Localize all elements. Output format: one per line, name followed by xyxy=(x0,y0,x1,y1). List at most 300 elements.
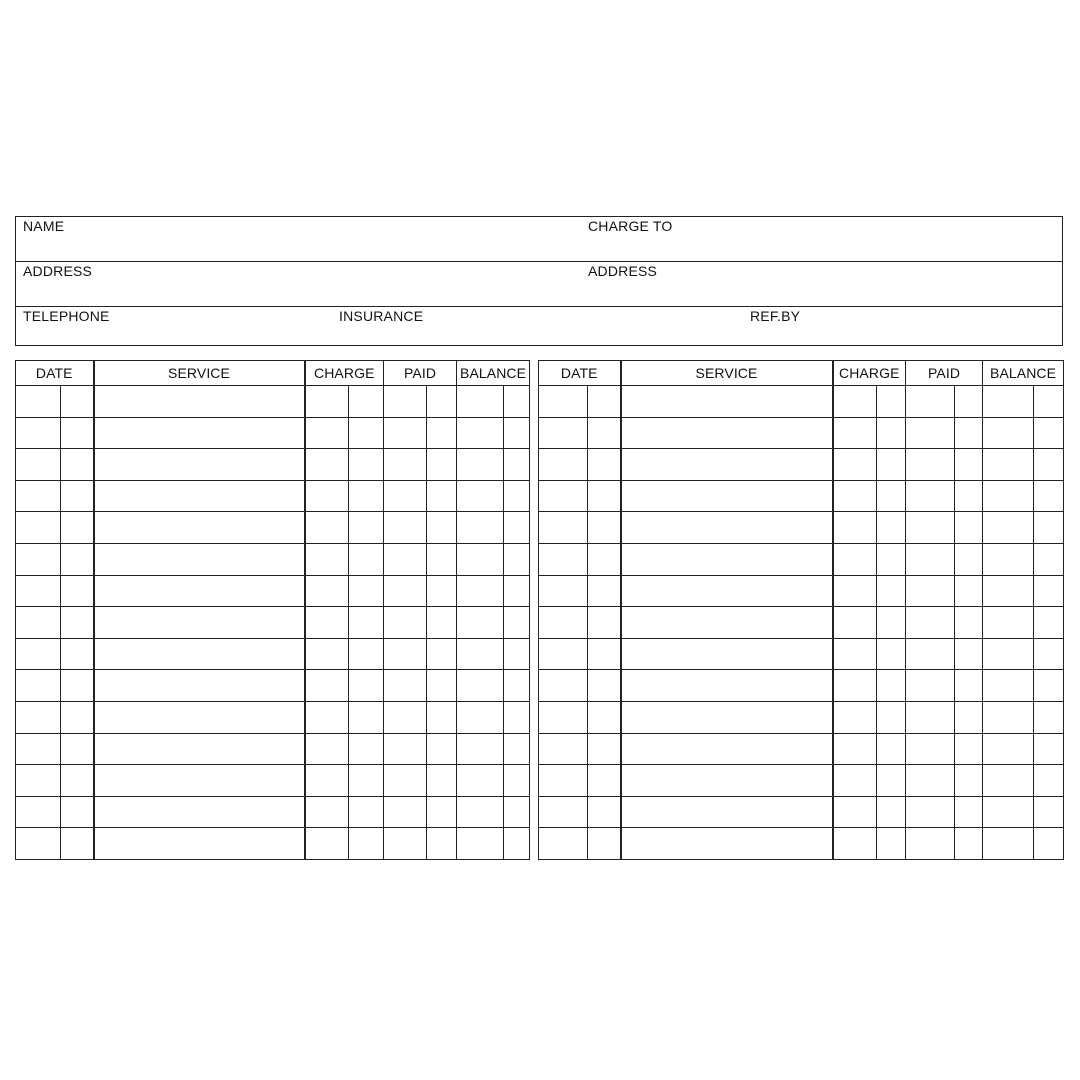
date-month-cell[interactable] xyxy=(539,480,588,512)
balance-cents-cell[interactable] xyxy=(1034,449,1064,481)
balance-dollars-cell[interactable] xyxy=(983,638,1034,670)
balance-cents-cell[interactable] xyxy=(504,607,530,639)
charge-cents-cell[interactable] xyxy=(349,449,384,481)
charge-cents-cell[interactable] xyxy=(349,638,384,670)
charge-dollars-cell[interactable] xyxy=(305,607,349,639)
charge-cents-cell[interactable] xyxy=(349,765,384,797)
balance-dollars-cell[interactable] xyxy=(457,607,504,639)
date-month-cell[interactable] xyxy=(539,417,588,449)
balance-dollars-cell[interactable] xyxy=(983,543,1034,575)
charge-dollars-cell[interactable] xyxy=(833,417,877,449)
balance-dollars-cell[interactable] xyxy=(457,638,504,670)
balance-cents-cell[interactable] xyxy=(1034,796,1064,828)
charge-cents-cell[interactable] xyxy=(349,607,384,639)
paid-dollars-cell[interactable] xyxy=(906,828,955,860)
date-day-cell[interactable] xyxy=(588,638,621,670)
service-cell[interactable] xyxy=(94,733,305,765)
charge-dollars-cell[interactable] xyxy=(833,638,877,670)
balance-cents-cell[interactable] xyxy=(1034,670,1064,702)
paid-cents-cell[interactable] xyxy=(427,575,457,607)
date-day-cell[interactable] xyxy=(588,417,621,449)
date-month-cell[interactable] xyxy=(539,449,588,481)
date-month-cell[interactable] xyxy=(16,417,61,449)
paid-column-header: PAID xyxy=(906,361,983,386)
balance-dollars-cell[interactable] xyxy=(457,828,504,860)
date-month-cell[interactable] xyxy=(16,575,61,607)
service-column-header: SERVICE xyxy=(621,361,833,386)
contact-row xyxy=(16,307,1062,345)
balance-column-header: BALANCE xyxy=(983,361,1064,386)
paid-dollars-cell[interactable] xyxy=(906,575,955,607)
paid-dollars-cell[interactable] xyxy=(384,670,427,702)
paid-cents-cell[interactable] xyxy=(427,638,457,670)
paid-cents-cell[interactable] xyxy=(427,512,457,544)
date-day-cell[interactable] xyxy=(588,701,621,733)
date-month-cell[interactable] xyxy=(539,796,588,828)
charge-dollars-cell[interactable] xyxy=(833,828,877,860)
charge-dollars-cell[interactable] xyxy=(305,575,349,607)
charge-cents-cell[interactable] xyxy=(349,543,384,575)
paid-dollars-cell[interactable] xyxy=(384,543,427,575)
ref-by-label: REF.BY xyxy=(750,308,801,324)
balance-dollars-cell[interactable] xyxy=(983,417,1034,449)
charge-dollars-cell[interactable] xyxy=(305,733,349,765)
date-day-cell[interactable] xyxy=(61,512,94,544)
telephone-label: TELEPHONE xyxy=(23,308,110,324)
ledger-body-left xyxy=(16,386,530,860)
balance-cents-cell[interactable] xyxy=(504,701,530,733)
ledger-row xyxy=(539,417,1064,449)
date-day-cell[interactable] xyxy=(588,828,621,860)
date-month-cell[interactable] xyxy=(16,796,61,828)
date-month-cell[interactable] xyxy=(16,480,61,512)
paid-cents-cell[interactable] xyxy=(427,543,457,575)
date-month-cell[interactable] xyxy=(539,733,588,765)
paid-dollars-cell[interactable] xyxy=(906,480,955,512)
balance-dollars-cell[interactable] xyxy=(983,607,1034,639)
paid-cents-cell[interactable] xyxy=(427,796,457,828)
balance-cents-cell[interactable] xyxy=(504,638,530,670)
charge-cents-cell[interactable] xyxy=(877,733,906,765)
date-day-cell[interactable] xyxy=(61,607,94,639)
charge-dollars-cell[interactable] xyxy=(305,796,349,828)
date-day-cell[interactable] xyxy=(61,449,94,481)
paid-dollars-cell[interactable] xyxy=(384,480,427,512)
paid-cents-cell[interactable] xyxy=(955,765,983,797)
date-day-cell[interactable] xyxy=(588,575,621,607)
paid-cents-cell[interactable] xyxy=(955,417,983,449)
date-month-cell[interactable] xyxy=(16,670,61,702)
patient-info-box xyxy=(15,216,1063,346)
date-month-cell[interactable] xyxy=(16,607,61,639)
service-cell[interactable] xyxy=(94,638,305,670)
paid-cents-cell[interactable] xyxy=(427,417,457,449)
paid-cents-cell[interactable] xyxy=(427,480,457,512)
charge-dollars-cell[interactable] xyxy=(833,733,877,765)
service-cell[interactable] xyxy=(621,417,833,449)
date-day-cell[interactable] xyxy=(588,543,621,575)
service-cell[interactable] xyxy=(621,828,833,860)
paid-cents-cell[interactable] xyxy=(427,701,457,733)
charge-cents-cell[interactable] xyxy=(877,575,906,607)
date-day-cell[interactable] xyxy=(588,512,621,544)
charge-dollars-cell[interactable] xyxy=(305,701,349,733)
paid-cents-cell[interactable] xyxy=(427,828,457,860)
paid-cents-cell[interactable] xyxy=(427,733,457,765)
service-cell[interactable] xyxy=(621,638,833,670)
charge-cents-cell[interactable] xyxy=(877,796,906,828)
paid-dollars-cell[interactable] xyxy=(384,386,427,418)
balance-cents-cell[interactable] xyxy=(1034,417,1064,449)
date-day-cell[interactable] xyxy=(61,386,94,418)
charge-cents-cell[interactable] xyxy=(349,480,384,512)
paid-dollars-cell[interactable] xyxy=(384,417,427,449)
charge-dollars-cell[interactable] xyxy=(305,543,349,575)
service-cell[interactable] xyxy=(94,765,305,797)
ledger-row xyxy=(16,512,530,544)
ledger-row xyxy=(16,607,530,639)
balance-cents-cell[interactable] xyxy=(1034,607,1064,639)
balance-dollars-cell[interactable] xyxy=(983,796,1034,828)
service-cell[interactable] xyxy=(621,733,833,765)
service-cell[interactable] xyxy=(94,701,305,733)
date-month-cell[interactable] xyxy=(16,733,61,765)
balance-dollars-cell[interactable] xyxy=(983,701,1034,733)
balance-dollars-cell[interactable] xyxy=(457,543,504,575)
charge-cents-cell[interactable] xyxy=(877,828,906,860)
balance-dollars-cell[interactable] xyxy=(457,733,504,765)
paid-dollars-cell[interactable] xyxy=(384,449,427,481)
date-day-cell[interactable] xyxy=(61,765,94,797)
paid-column-header: PAID xyxy=(384,361,457,386)
paid-cents-cell[interactable] xyxy=(955,701,983,733)
charge-cents-cell[interactable] xyxy=(877,701,906,733)
service-cell[interactable] xyxy=(621,701,833,733)
paid-cents-cell[interactable] xyxy=(427,670,457,702)
service-cell[interactable] xyxy=(94,449,305,481)
balance-cents-cell[interactable] xyxy=(504,512,530,544)
date-day-cell[interactable] xyxy=(61,638,94,670)
paid-dollars-cell[interactable] xyxy=(906,670,955,702)
balance-dollars-cell[interactable] xyxy=(457,670,504,702)
service-cell[interactable] xyxy=(94,796,305,828)
paid-dollars-cell[interactable] xyxy=(906,796,955,828)
charge-dollars-cell[interactable] xyxy=(833,575,877,607)
balance-dollars-cell[interactable] xyxy=(983,386,1034,418)
charge-dollars-cell[interactable] xyxy=(833,796,877,828)
charge-dollars-cell[interactable] xyxy=(833,670,877,702)
balance-cents-cell[interactable] xyxy=(504,796,530,828)
service-cell[interactable] xyxy=(94,480,305,512)
balance-cents-cell[interactable] xyxy=(504,386,530,418)
balance-dollars-cell[interactable] xyxy=(983,575,1034,607)
service-cell[interactable] xyxy=(94,417,305,449)
charge-cents-cell[interactable] xyxy=(877,386,906,418)
date-month-cell[interactable] xyxy=(539,638,588,670)
charge-dollars-cell[interactable] xyxy=(305,828,349,860)
date-day-cell[interactable] xyxy=(61,701,94,733)
balance-dollars-cell[interactable] xyxy=(457,765,504,797)
paid-cents-cell[interactable] xyxy=(955,543,983,575)
paid-cents-cell[interactable] xyxy=(955,512,983,544)
paid-dollars-cell[interactable] xyxy=(906,449,955,481)
charge-cents-cell[interactable] xyxy=(877,512,906,544)
date-month-cell[interactable] xyxy=(539,386,588,418)
ledger-row xyxy=(539,575,1064,607)
balance-dollars-cell[interactable] xyxy=(983,828,1034,860)
date-day-cell[interactable] xyxy=(61,417,94,449)
charge-cents-cell[interactable] xyxy=(877,670,906,702)
paid-cents-cell[interactable] xyxy=(955,670,983,702)
paid-dollars-cell[interactable] xyxy=(384,638,427,670)
balance-cents-cell[interactable] xyxy=(1034,543,1064,575)
date-day-cell[interactable] xyxy=(61,733,94,765)
paid-cents-cell[interactable] xyxy=(955,575,983,607)
date-month-cell[interactable] xyxy=(16,543,61,575)
balance-dollars-cell[interactable] xyxy=(457,575,504,607)
service-cell[interactable] xyxy=(94,386,305,418)
balance-dollars-cell[interactable] xyxy=(457,512,504,544)
balance-dollars-cell[interactable] xyxy=(983,449,1034,481)
balance-cents-cell[interactable] xyxy=(504,449,530,481)
date-day-cell[interactable] xyxy=(61,670,94,702)
paid-dollars-cell[interactable] xyxy=(384,575,427,607)
balance-cents-cell[interactable] xyxy=(504,670,530,702)
charge-cents-cell[interactable] xyxy=(877,638,906,670)
date-day-cell[interactable] xyxy=(61,575,94,607)
balance-cents-cell[interactable] xyxy=(504,480,530,512)
date-month-cell[interactable] xyxy=(16,512,61,544)
date-month-cell[interactable] xyxy=(16,386,61,418)
charge-cents-cell[interactable] xyxy=(349,417,384,449)
date-day-cell[interactable] xyxy=(588,480,621,512)
service-cell[interactable] xyxy=(621,512,833,544)
service-cell[interactable] xyxy=(621,670,833,702)
charge-cents-cell[interactable] xyxy=(349,512,384,544)
charge-dollars-cell[interactable] xyxy=(833,701,877,733)
charge-dollars-cell[interactable] xyxy=(833,386,877,418)
date-day-cell[interactable] xyxy=(61,480,94,512)
charge-cents-cell[interactable] xyxy=(877,417,906,449)
service-cell[interactable] xyxy=(94,575,305,607)
balance-dollars-cell[interactable] xyxy=(457,796,504,828)
balance-dollars-cell[interactable] xyxy=(983,765,1034,797)
balance-cents-cell[interactable] xyxy=(504,417,530,449)
charge-dollars-cell[interactable] xyxy=(305,417,349,449)
service-cell[interactable] xyxy=(94,512,305,544)
balance-cents-cell[interactable] xyxy=(1034,386,1064,418)
charge-cents-cell[interactable] xyxy=(877,480,906,512)
date-day-cell[interactable] xyxy=(588,796,621,828)
service-cell[interactable] xyxy=(621,575,833,607)
paid-cents-cell[interactable] xyxy=(955,638,983,670)
charge-dollars-cell[interactable] xyxy=(305,449,349,481)
date-month-cell[interactable] xyxy=(539,765,588,797)
date-day-cell[interactable] xyxy=(588,733,621,765)
service-cell[interactable] xyxy=(621,543,833,575)
balance-cents-cell[interactable] xyxy=(1034,512,1064,544)
service-cell[interactable] xyxy=(621,796,833,828)
balance-cents-cell[interactable] xyxy=(1034,765,1064,797)
charge-cents-cell[interactable] xyxy=(877,543,906,575)
date-month-cell[interactable] xyxy=(16,765,61,797)
name-label: NAME xyxy=(23,218,65,234)
balance-dollars-cell[interactable] xyxy=(983,733,1034,765)
balance-dollars-cell[interactable] xyxy=(457,386,504,418)
paid-cents-cell[interactable] xyxy=(955,386,983,418)
balance-dollars-cell[interactable] xyxy=(457,449,504,481)
date-month-cell[interactable] xyxy=(16,449,61,481)
charge-cents-cell[interactable] xyxy=(349,701,384,733)
charge-cents-cell[interactable] xyxy=(349,670,384,702)
service-cell[interactable] xyxy=(94,828,305,860)
balance-cents-cell[interactable] xyxy=(1034,733,1064,765)
service-cell[interactable] xyxy=(94,670,305,702)
charge-column-header: CHARGE xyxy=(833,361,906,386)
date-day-cell[interactable] xyxy=(588,670,621,702)
balance-cents-cell[interactable] xyxy=(1034,575,1064,607)
balance-cents-cell[interactable] xyxy=(504,543,530,575)
paid-dollars-cell[interactable] xyxy=(384,765,427,797)
charge-dollars-cell[interactable] xyxy=(833,607,877,639)
paid-cents-cell[interactable] xyxy=(955,607,983,639)
charge-cents-cell[interactable] xyxy=(349,575,384,607)
date-month-cell[interactable] xyxy=(539,828,588,860)
balance-dollars-cell[interactable] xyxy=(457,480,504,512)
paid-dollars-cell[interactable] xyxy=(906,701,955,733)
name-row xyxy=(16,217,1062,262)
charge-cents-cell[interactable] xyxy=(349,796,384,828)
charge-dollars-cell[interactable] xyxy=(305,512,349,544)
balance-cents-cell[interactable] xyxy=(504,828,530,860)
service-cell[interactable] xyxy=(94,607,305,639)
ledger-row xyxy=(539,449,1064,481)
service-column-header: SERVICE xyxy=(94,361,305,386)
paid-dollars-cell[interactable] xyxy=(906,543,955,575)
balance-cents-cell[interactable] xyxy=(504,765,530,797)
paid-dollars-cell[interactable] xyxy=(906,765,955,797)
date-day-cell[interactable] xyxy=(588,449,621,481)
charge-cents-cell[interactable] xyxy=(877,449,906,481)
date-month-cell[interactable] xyxy=(539,607,588,639)
ledger-row xyxy=(539,733,1064,765)
balance-cents-cell[interactable] xyxy=(1034,638,1064,670)
paid-cents-cell[interactable] xyxy=(955,828,983,860)
service-cell[interactable] xyxy=(621,449,833,481)
service-cell[interactable] xyxy=(621,480,833,512)
charge-dollars-cell[interactable] xyxy=(833,512,877,544)
balance-cents-cell[interactable] xyxy=(1034,828,1064,860)
date-day-cell[interactable] xyxy=(61,828,94,860)
paid-dollars-cell[interactable] xyxy=(384,607,427,639)
balance-cents-cell[interactable] xyxy=(504,733,530,765)
date-month-cell[interactable] xyxy=(539,701,588,733)
charge-dollars-cell[interactable] xyxy=(305,638,349,670)
balance-cents-cell[interactable] xyxy=(1034,701,1064,733)
paid-dollars-cell[interactable] xyxy=(384,796,427,828)
ledger-row xyxy=(539,765,1064,797)
balance-dollars-cell[interactable] xyxy=(983,670,1034,702)
charge-cents-cell[interactable] xyxy=(349,828,384,860)
paid-cents-cell[interactable] xyxy=(427,765,457,797)
ledger-table-right xyxy=(538,360,1064,860)
paid-cents-cell[interactable] xyxy=(955,733,983,765)
paid-dollars-cell[interactable] xyxy=(384,701,427,733)
date-day-cell[interactable] xyxy=(61,796,94,828)
ledger-row xyxy=(539,638,1064,670)
paid-cents-cell[interactable] xyxy=(955,480,983,512)
charge-dollars-cell[interactable] xyxy=(833,543,877,575)
charge-dollars-cell[interactable] xyxy=(305,386,349,418)
charge-cents-cell[interactable] xyxy=(349,386,384,418)
paid-dollars-cell[interactable] xyxy=(384,512,427,544)
date-month-cell[interactable] xyxy=(539,512,588,544)
charge-dollars-cell[interactable] xyxy=(305,670,349,702)
paid-cents-cell[interactable] xyxy=(427,449,457,481)
balance-dollars-cell[interactable] xyxy=(457,417,504,449)
paid-dollars-cell[interactable] xyxy=(906,512,955,544)
ledger-row xyxy=(16,733,530,765)
charge-cents-cell[interactable] xyxy=(349,733,384,765)
charge-column-header: CHARGE xyxy=(305,361,384,386)
paid-cents-cell[interactable] xyxy=(427,386,457,418)
paid-dollars-cell[interactable] xyxy=(906,733,955,765)
ledger-row xyxy=(16,417,530,449)
balance-dollars-cell[interactable] xyxy=(983,512,1034,544)
date-month-cell[interactable] xyxy=(539,543,588,575)
ledger-row xyxy=(539,607,1064,639)
balance-column-header: BALANCE xyxy=(457,361,530,386)
charge-dollars-cell[interactable] xyxy=(833,765,877,797)
date-month-cell[interactable] xyxy=(539,670,588,702)
paid-cents-cell[interactable] xyxy=(427,607,457,639)
paid-dollars-cell[interactable] xyxy=(906,417,955,449)
service-cell[interactable] xyxy=(621,386,833,418)
charge-cents-cell[interactable] xyxy=(877,607,906,639)
paid-cents-cell[interactable] xyxy=(955,449,983,481)
service-cell[interactable] xyxy=(94,543,305,575)
date-month-cell[interactable] xyxy=(539,575,588,607)
balance-cents-cell[interactable] xyxy=(504,575,530,607)
ledger-row xyxy=(539,796,1064,828)
service-cell[interactable] xyxy=(621,607,833,639)
balance-dollars-cell[interactable] xyxy=(983,480,1034,512)
date-month-cell[interactable] xyxy=(16,828,61,860)
balance-cents-cell[interactable] xyxy=(1034,480,1064,512)
date-day-cell[interactable] xyxy=(588,765,621,797)
paid-dollars-cell[interactable] xyxy=(906,638,955,670)
balance-dollars-cell[interactable] xyxy=(457,701,504,733)
date-month-cell[interactable] xyxy=(16,638,61,670)
paid-dollars-cell[interactable] xyxy=(384,733,427,765)
charge-dollars-cell[interactable] xyxy=(305,765,349,797)
charge-dollars-cell[interactable] xyxy=(305,480,349,512)
charge-dollars-cell[interactable] xyxy=(833,480,877,512)
charge-cents-cell[interactable] xyxy=(877,765,906,797)
charge-dollars-cell[interactable] xyxy=(833,449,877,481)
paid-dollars-cell[interactable] xyxy=(906,386,955,418)
date-column-header: DATE xyxy=(16,361,94,386)
ledger-row xyxy=(16,638,530,670)
paid-dollars-cell[interactable] xyxy=(384,828,427,860)
service-cell[interactable] xyxy=(621,765,833,797)
date-month-cell[interactable] xyxy=(16,701,61,733)
date-day-cell[interactable] xyxy=(588,607,621,639)
paid-dollars-cell[interactable] xyxy=(906,607,955,639)
date-day-cell[interactable] xyxy=(588,386,621,418)
date-day-cell[interactable] xyxy=(61,543,94,575)
paid-cents-cell[interactable] xyxy=(955,796,983,828)
